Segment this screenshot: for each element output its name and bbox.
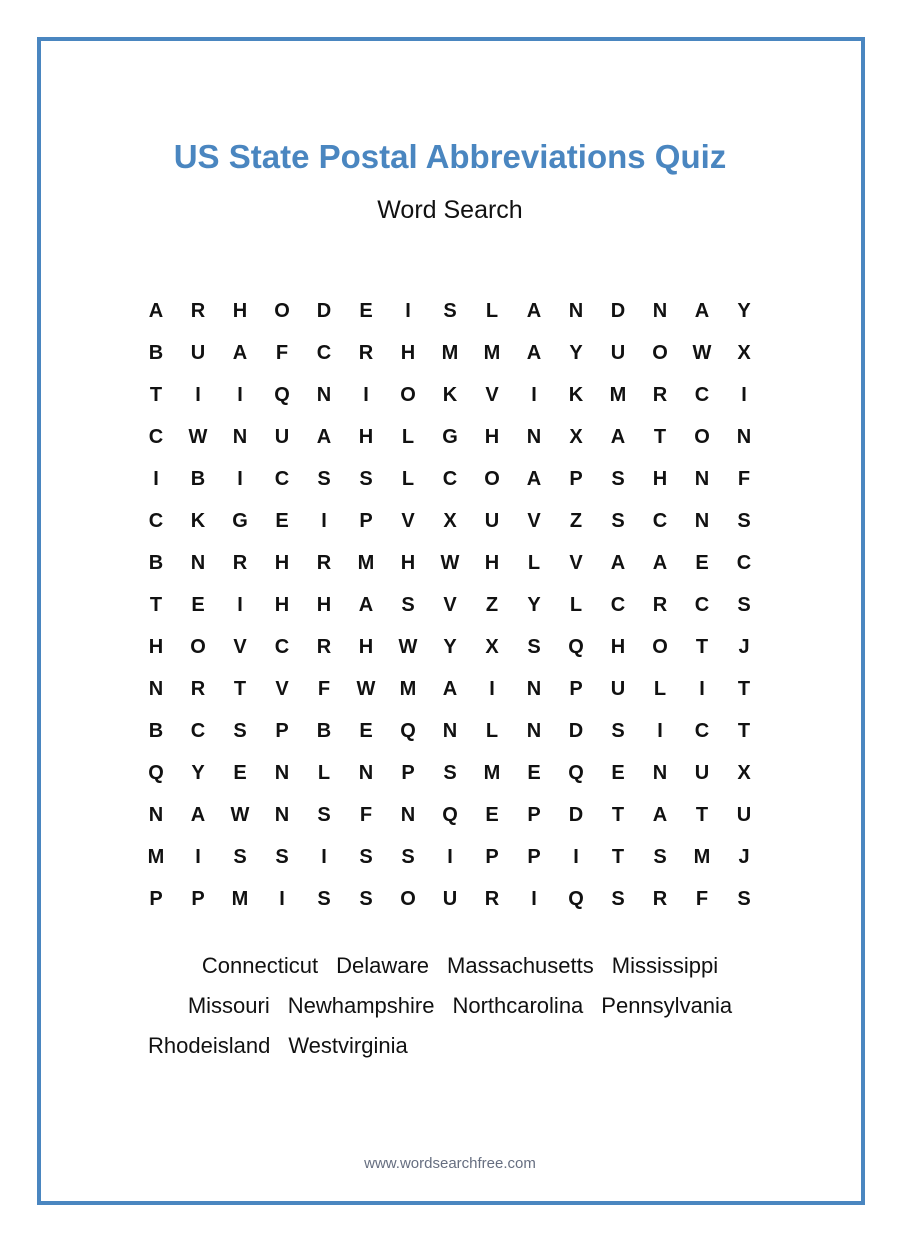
- word-list-item: Northcarolina: [452, 993, 584, 1018]
- grid-cell[interactable]: A: [316, 425, 332, 448]
- grid-cell[interactable]: I: [531, 887, 537, 910]
- grid-cell[interactable]: S: [611, 887, 625, 910]
- grid-cell[interactable]: E: [275, 509, 289, 532]
- letter-grid: [135, 290, 765, 920]
- grid-cell[interactable]: N: [568, 299, 584, 322]
- grid-cell[interactable]: T: [149, 593, 163, 616]
- grid-row: [135, 878, 765, 920]
- grid-cell[interactable]: S: [611, 509, 625, 532]
- grid-cell[interactable]: F: [275, 341, 289, 364]
- grid-cell[interactable]: P: [569, 467, 583, 490]
- grid-cell[interactable]: O: [484, 467, 500, 490]
- page-subtitle: Word Search: [377, 196, 523, 224]
- grid-cell[interactable]: I: [531, 383, 537, 406]
- grid-cell[interactable]: E: [359, 299, 373, 322]
- grid-cell[interactable]: E: [611, 761, 625, 784]
- grid-cell[interactable]: V: [569, 551, 583, 574]
- grid-cell[interactable]: T: [611, 845, 625, 868]
- grid-cell[interactable]: A: [148, 299, 164, 322]
- grid-cell[interactable]: T: [737, 719, 751, 742]
- grid-cell[interactable]: W: [230, 803, 250, 826]
- grid-cell[interactable]: Y: [527, 593, 541, 616]
- grid-cell[interactable]: N: [148, 677, 164, 700]
- grid-row: [135, 710, 765, 752]
- word-list-line: [140, 946, 780, 986]
- grid-cell[interactable]: T: [737, 677, 751, 700]
- grid-cell[interactable]: V: [233, 635, 247, 658]
- grid-cell[interactable]: C: [190, 719, 206, 742]
- grid-cell[interactable]: R: [232, 551, 248, 574]
- word-list-item: Westvirginia: [288, 1033, 408, 1058]
- grid-cell[interactable]: U: [274, 425, 290, 448]
- grid-cell[interactable]: B: [148, 341, 164, 364]
- grid-cell[interactable]: E: [233, 761, 247, 784]
- grid-cell[interactable]: Y: [191, 761, 205, 784]
- grid-cell[interactable]: L: [569, 593, 583, 616]
- grid-cell[interactable]: L: [527, 551, 541, 574]
- grid-cell[interactable]: C: [610, 593, 626, 616]
- grid-cell[interactable]: L: [485, 719, 499, 742]
- grid-cell[interactable]: D: [568, 803, 584, 826]
- grid-cell[interactable]: T: [653, 425, 667, 448]
- grid-cell[interactable]: B: [316, 719, 332, 742]
- grid-row: [135, 416, 765, 458]
- grid-cell[interactable]: S: [401, 845, 415, 868]
- grid-cell[interactable]: X: [737, 341, 751, 364]
- grid-cell[interactable]: B: [148, 719, 164, 742]
- grid-cell[interactable]: A: [694, 299, 710, 322]
- grid-row: [135, 332, 765, 374]
- grid-cell[interactable]: M: [147, 845, 165, 868]
- grid-cell[interactable]: Q: [568, 635, 584, 658]
- grid-cell[interactable]: S: [233, 719, 247, 742]
- grid-cell[interactable]: W: [398, 635, 418, 658]
- grid-cell[interactable]: S: [275, 845, 289, 868]
- grid-cell[interactable]: I: [447, 845, 453, 868]
- grid-cell[interactable]: P: [359, 509, 373, 532]
- grid-cell[interactable]: A: [190, 803, 206, 826]
- grid-cell[interactable]: P: [485, 845, 499, 868]
- grid-cell[interactable]: I: [153, 467, 159, 490]
- grid-cell[interactable]: P: [527, 803, 541, 826]
- grid-cell[interactable]: A: [442, 677, 458, 700]
- grid-cell[interactable]: I: [321, 509, 327, 532]
- grid-cell[interactable]: I: [237, 383, 243, 406]
- grid-cell[interactable]: W: [188, 425, 208, 448]
- grid-cell[interactable]: N: [148, 803, 164, 826]
- grid-cell[interactable]: N: [274, 761, 290, 784]
- grid-cell[interactable]: N: [526, 719, 542, 742]
- grid-cell[interactable]: L: [653, 677, 667, 700]
- grid-cell[interactable]: L: [317, 761, 331, 784]
- grid-cell[interactable]: R: [484, 887, 500, 910]
- grid-cell[interactable]: Z: [569, 509, 583, 532]
- grid-cell[interactable]: U: [610, 341, 626, 364]
- grid-cell[interactable]: M: [231, 887, 249, 910]
- grid-cell[interactable]: C: [694, 593, 710, 616]
- grid-cell[interactable]: C: [316, 341, 332, 364]
- grid-cell[interactable]: P: [275, 719, 289, 742]
- grid-cell[interactable]: B: [190, 467, 206, 490]
- grid-cell[interactable]: L: [401, 467, 415, 490]
- grid-row: [135, 752, 765, 794]
- grid-cell[interactable]: X: [569, 425, 583, 448]
- grid-cell[interactable]: B: [148, 551, 164, 574]
- grid-cell[interactable]: U: [736, 803, 752, 826]
- footer-url[interactable]: www.wordsearchfree.com: [364, 1155, 536, 1172]
- grid-cell[interactable]: E: [191, 593, 205, 616]
- grid-cell[interactable]: S: [737, 593, 751, 616]
- grid-cell[interactable]: Q: [442, 803, 458, 826]
- grid-cell[interactable]: M: [357, 551, 375, 574]
- grid-cell[interactable]: C: [442, 467, 458, 490]
- grid-cell[interactable]: H: [400, 341, 416, 364]
- grid-cell[interactable]: I: [657, 719, 663, 742]
- grid-cell[interactable]: S: [443, 299, 457, 322]
- grid-row: [135, 542, 765, 584]
- word-list-item: Missouri: [187, 993, 270, 1018]
- grid-cell[interactable]: A: [610, 551, 626, 574]
- grid-cell[interactable]: I: [699, 677, 705, 700]
- word-list-item: Connecticut: [201, 953, 319, 978]
- grid-cell[interactable]: T: [695, 635, 709, 658]
- grid-cell[interactable]: X: [737, 761, 751, 784]
- grid-cell[interactable]: N: [274, 803, 290, 826]
- grid-cell[interactable]: O: [400, 887, 416, 910]
- grid-cell[interactable]: M: [399, 677, 417, 700]
- grid-cell[interactable]: N: [442, 719, 458, 742]
- grid-row: [135, 836, 765, 878]
- grid-cell[interactable]: U: [442, 887, 458, 910]
- grid-cell[interactable]: S: [527, 635, 541, 658]
- grid-cell[interactable]: Y: [443, 635, 457, 658]
- grid-cell[interactable]: L: [485, 299, 499, 322]
- grid-cell[interactable]: M: [693, 845, 711, 868]
- grid-cell[interactable]: N: [358, 761, 374, 784]
- grid-cell[interactable]: H: [274, 593, 290, 616]
- grid-cell[interactable]: F: [695, 887, 709, 910]
- grid-cell[interactable]: F: [737, 467, 751, 490]
- grid-cell[interactable]: U: [484, 509, 500, 532]
- grid-cell[interactable]: R: [652, 593, 668, 616]
- grid-cell[interactable]: X: [485, 635, 499, 658]
- grid-cell[interactable]: S: [737, 887, 751, 910]
- grid-cell[interactable]: W: [440, 551, 460, 574]
- grid-cell[interactable]: S: [359, 467, 373, 490]
- grid-cell[interactable]: S: [233, 845, 247, 868]
- grid-cell[interactable]: Q: [568, 887, 584, 910]
- grid-cell[interactable]: C: [274, 467, 290, 490]
- grid-cell[interactable]: N: [736, 425, 752, 448]
- grid-cell[interactable]: A: [232, 341, 248, 364]
- grid-cell[interactable]: T: [233, 677, 247, 700]
- grid-cell[interactable]: A: [652, 551, 668, 574]
- grid-cell[interactable]: S: [653, 845, 667, 868]
- grid-cell[interactable]: C: [694, 719, 710, 742]
- page-title: US State Postal Abbreviations Quiz: [173, 138, 727, 175]
- grid-cell[interactable]: H: [316, 593, 332, 616]
- grid-cell[interactable]: D: [610, 299, 626, 322]
- grid-cell[interactable]: I: [279, 887, 285, 910]
- grid-cell[interactable]: N: [652, 761, 668, 784]
- word-list-item: Mississippi: [611, 953, 719, 978]
- grid-cell[interactable]: H: [232, 299, 248, 322]
- grid-cell[interactable]: R: [652, 887, 668, 910]
- grid-cell[interactable]: S: [359, 845, 373, 868]
- grid-cell[interactable]: N: [694, 467, 710, 490]
- grid-cell[interactable]: M: [483, 761, 501, 784]
- grid-cell[interactable]: I: [489, 677, 495, 700]
- grid-cell[interactable]: R: [190, 677, 206, 700]
- grid-cell[interactable]: O: [694, 425, 710, 448]
- grid-cell[interactable]: H: [400, 551, 416, 574]
- grid-cell[interactable]: P: [401, 761, 415, 784]
- grid-cell[interactable]: A: [610, 425, 626, 448]
- grid-cell[interactable]: K: [568, 383, 584, 406]
- grid-cell[interactable]: H: [484, 425, 500, 448]
- grid-row: [135, 458, 765, 500]
- grid-cell[interactable]: F: [317, 677, 331, 700]
- grid-cell[interactable]: N: [190, 551, 206, 574]
- grid-cell[interactable]: Q: [400, 719, 416, 742]
- grid-row: [135, 794, 765, 836]
- grid-row: [135, 668, 765, 710]
- grid-cell[interactable]: S: [401, 593, 415, 616]
- grid-cell[interactable]: Q: [148, 761, 164, 784]
- grid-cell[interactable]: N: [526, 677, 542, 700]
- grid-cell[interactable]: Z: [485, 593, 499, 616]
- grid-cell[interactable]: I: [363, 383, 369, 406]
- grid-cell[interactable]: C: [274, 635, 290, 658]
- word-list-line: [140, 1026, 780, 1066]
- grid-cell[interactable]: U: [190, 341, 206, 364]
- grid-cell[interactable]: W: [692, 341, 712, 364]
- grid-cell[interactable]: K: [442, 383, 458, 406]
- grid-cell[interactable]: I: [237, 467, 243, 490]
- grid-cell[interactable]: E: [485, 803, 499, 826]
- grid-cell[interactable]: J: [738, 845, 750, 868]
- grid-cell[interactable]: A: [526, 341, 542, 364]
- grid-cell[interactable]: N: [232, 425, 248, 448]
- grid-cell[interactable]: T: [611, 803, 625, 826]
- grid-cell[interactable]: L: [401, 425, 415, 448]
- grid-cell[interactable]: V: [275, 677, 289, 700]
- grid-cell[interactable]: N: [694, 509, 710, 532]
- grid-cell[interactable]: I: [237, 593, 243, 616]
- grid-cell[interactable]: S: [317, 887, 331, 910]
- grid-cell[interactable]: S: [359, 887, 373, 910]
- grid-cell[interactable]: T: [695, 803, 709, 826]
- grid-cell[interactable]: I: [321, 845, 327, 868]
- grid-cell[interactable]: I: [195, 845, 201, 868]
- word-list-item: Newhampshire: [287, 993, 435, 1018]
- grid-row: [135, 500, 765, 542]
- grid-row: [135, 374, 765, 416]
- grid-cell[interactable]: V: [527, 509, 541, 532]
- grid-cell[interactable]: U: [610, 677, 626, 700]
- grid-cell[interactable]: S: [443, 761, 457, 784]
- grid-cell[interactable]: W: [356, 677, 376, 700]
- grid-cell[interactable]: I: [405, 299, 411, 322]
- grid-cell[interactable]: A: [526, 467, 542, 490]
- grid-cell[interactable]: M: [609, 383, 627, 406]
- grid-cell[interactable]: N: [400, 803, 416, 826]
- word-list-line: [140, 986, 780, 1026]
- word-list-item: Massachusetts: [447, 953, 594, 978]
- grid-cell[interactable]: O: [652, 341, 668, 364]
- grid-cell[interactable]: R: [190, 299, 206, 322]
- grid-cell[interactable]: O: [652, 635, 668, 658]
- grid-cell[interactable]: A: [652, 803, 668, 826]
- grid-cell[interactable]: V: [401, 509, 415, 532]
- word-list-item: Delaware: [336, 953, 430, 978]
- grid-cell[interactable]: V: [443, 593, 457, 616]
- grid-cell[interactable]: I: [195, 383, 201, 406]
- grid-cell[interactable]: C: [694, 383, 710, 406]
- grid-cell[interactable]: A: [526, 299, 542, 322]
- grid-cell[interactable]: O: [274, 299, 290, 322]
- grid-cell[interactable]: O: [190, 635, 206, 658]
- grid-cell[interactable]: S: [317, 803, 331, 826]
- grid-cell[interactable]: M: [441, 341, 459, 364]
- grid-cell[interactable]: E: [695, 551, 709, 574]
- grid-cell[interactable]: P: [527, 845, 541, 868]
- grid-cell[interactable]: D: [316, 299, 332, 322]
- grid-cell[interactable]: R: [358, 341, 374, 364]
- grid-cell[interactable]: I: [741, 383, 747, 406]
- grid-cell[interactable]: D: [568, 719, 584, 742]
- grid-row: [135, 584, 765, 626]
- grid-cell[interactable]: S: [737, 509, 751, 532]
- grid-cell[interactable]: P: [191, 887, 205, 910]
- grid-cell[interactable]: H: [358, 425, 374, 448]
- grid-cell[interactable]: K: [190, 509, 206, 532]
- grid-row: [135, 290, 765, 332]
- grid-cell[interactable]: N: [652, 299, 668, 322]
- word-list: [140, 946, 780, 1066]
- grid-cell[interactable]: E: [359, 719, 373, 742]
- grid-cell[interactable]: S: [611, 719, 625, 742]
- grid-cell[interactable]: C: [736, 551, 752, 574]
- grid-cell[interactable]: U: [694, 761, 710, 784]
- grid-cell[interactable]: G: [442, 425, 458, 448]
- grid-cell[interactable]: F: [359, 803, 373, 826]
- grid-cell[interactable]: A: [358, 593, 374, 616]
- grid-cell[interactable]: E: [527, 761, 541, 784]
- grid-cell[interactable]: P: [569, 677, 583, 700]
- grid-cell[interactable]: C: [652, 509, 668, 532]
- grid-cell[interactable]: H: [484, 551, 500, 574]
- word-list-item: Rhodeisland: [148, 1033, 271, 1058]
- grid-cell[interactable]: Q: [274, 383, 290, 406]
- grid-cell[interactable]: N: [526, 425, 542, 448]
- grid-cell[interactable]: P: [149, 887, 163, 910]
- grid-row: [135, 626, 765, 668]
- grid-cell[interactable]: X: [443, 509, 457, 532]
- grid-cell[interactable]: Y: [569, 341, 583, 364]
- grid-cell[interactable]: H: [358, 635, 374, 658]
- grid-cell[interactable]: T: [149, 383, 163, 406]
- grid-cell[interactable]: N: [316, 383, 332, 406]
- grid-cell[interactable]: R: [652, 383, 668, 406]
- grid-cell[interactable]: I: [573, 845, 579, 868]
- grid-cell[interactable]: H: [274, 551, 290, 574]
- grid-cell[interactable]: V: [485, 383, 499, 406]
- grid-cell[interactable]: G: [232, 509, 248, 532]
- grid-cell[interactable]: O: [400, 383, 416, 406]
- grid-cell[interactable]: Q: [568, 761, 584, 784]
- grid-cell[interactable]: R: [316, 551, 332, 574]
- grid-cell[interactable]: S: [611, 467, 625, 490]
- grid-cell[interactable]: S: [317, 467, 331, 490]
- grid-cell[interactable]: H: [148, 635, 164, 658]
- grid-cell[interactable]: Y: [737, 299, 751, 322]
- grid-cell[interactable]: C: [148, 509, 164, 532]
- word-list-item: Pennsylvania: [601, 993, 733, 1018]
- grid-cell[interactable]: M: [483, 341, 501, 364]
- grid-cell[interactable]: H: [652, 467, 668, 490]
- grid-cell[interactable]: H: [610, 635, 626, 658]
- grid-cell[interactable]: J: [738, 635, 750, 658]
- grid-cell[interactable]: C: [148, 425, 164, 448]
- grid-cell[interactable]: R: [316, 635, 332, 658]
